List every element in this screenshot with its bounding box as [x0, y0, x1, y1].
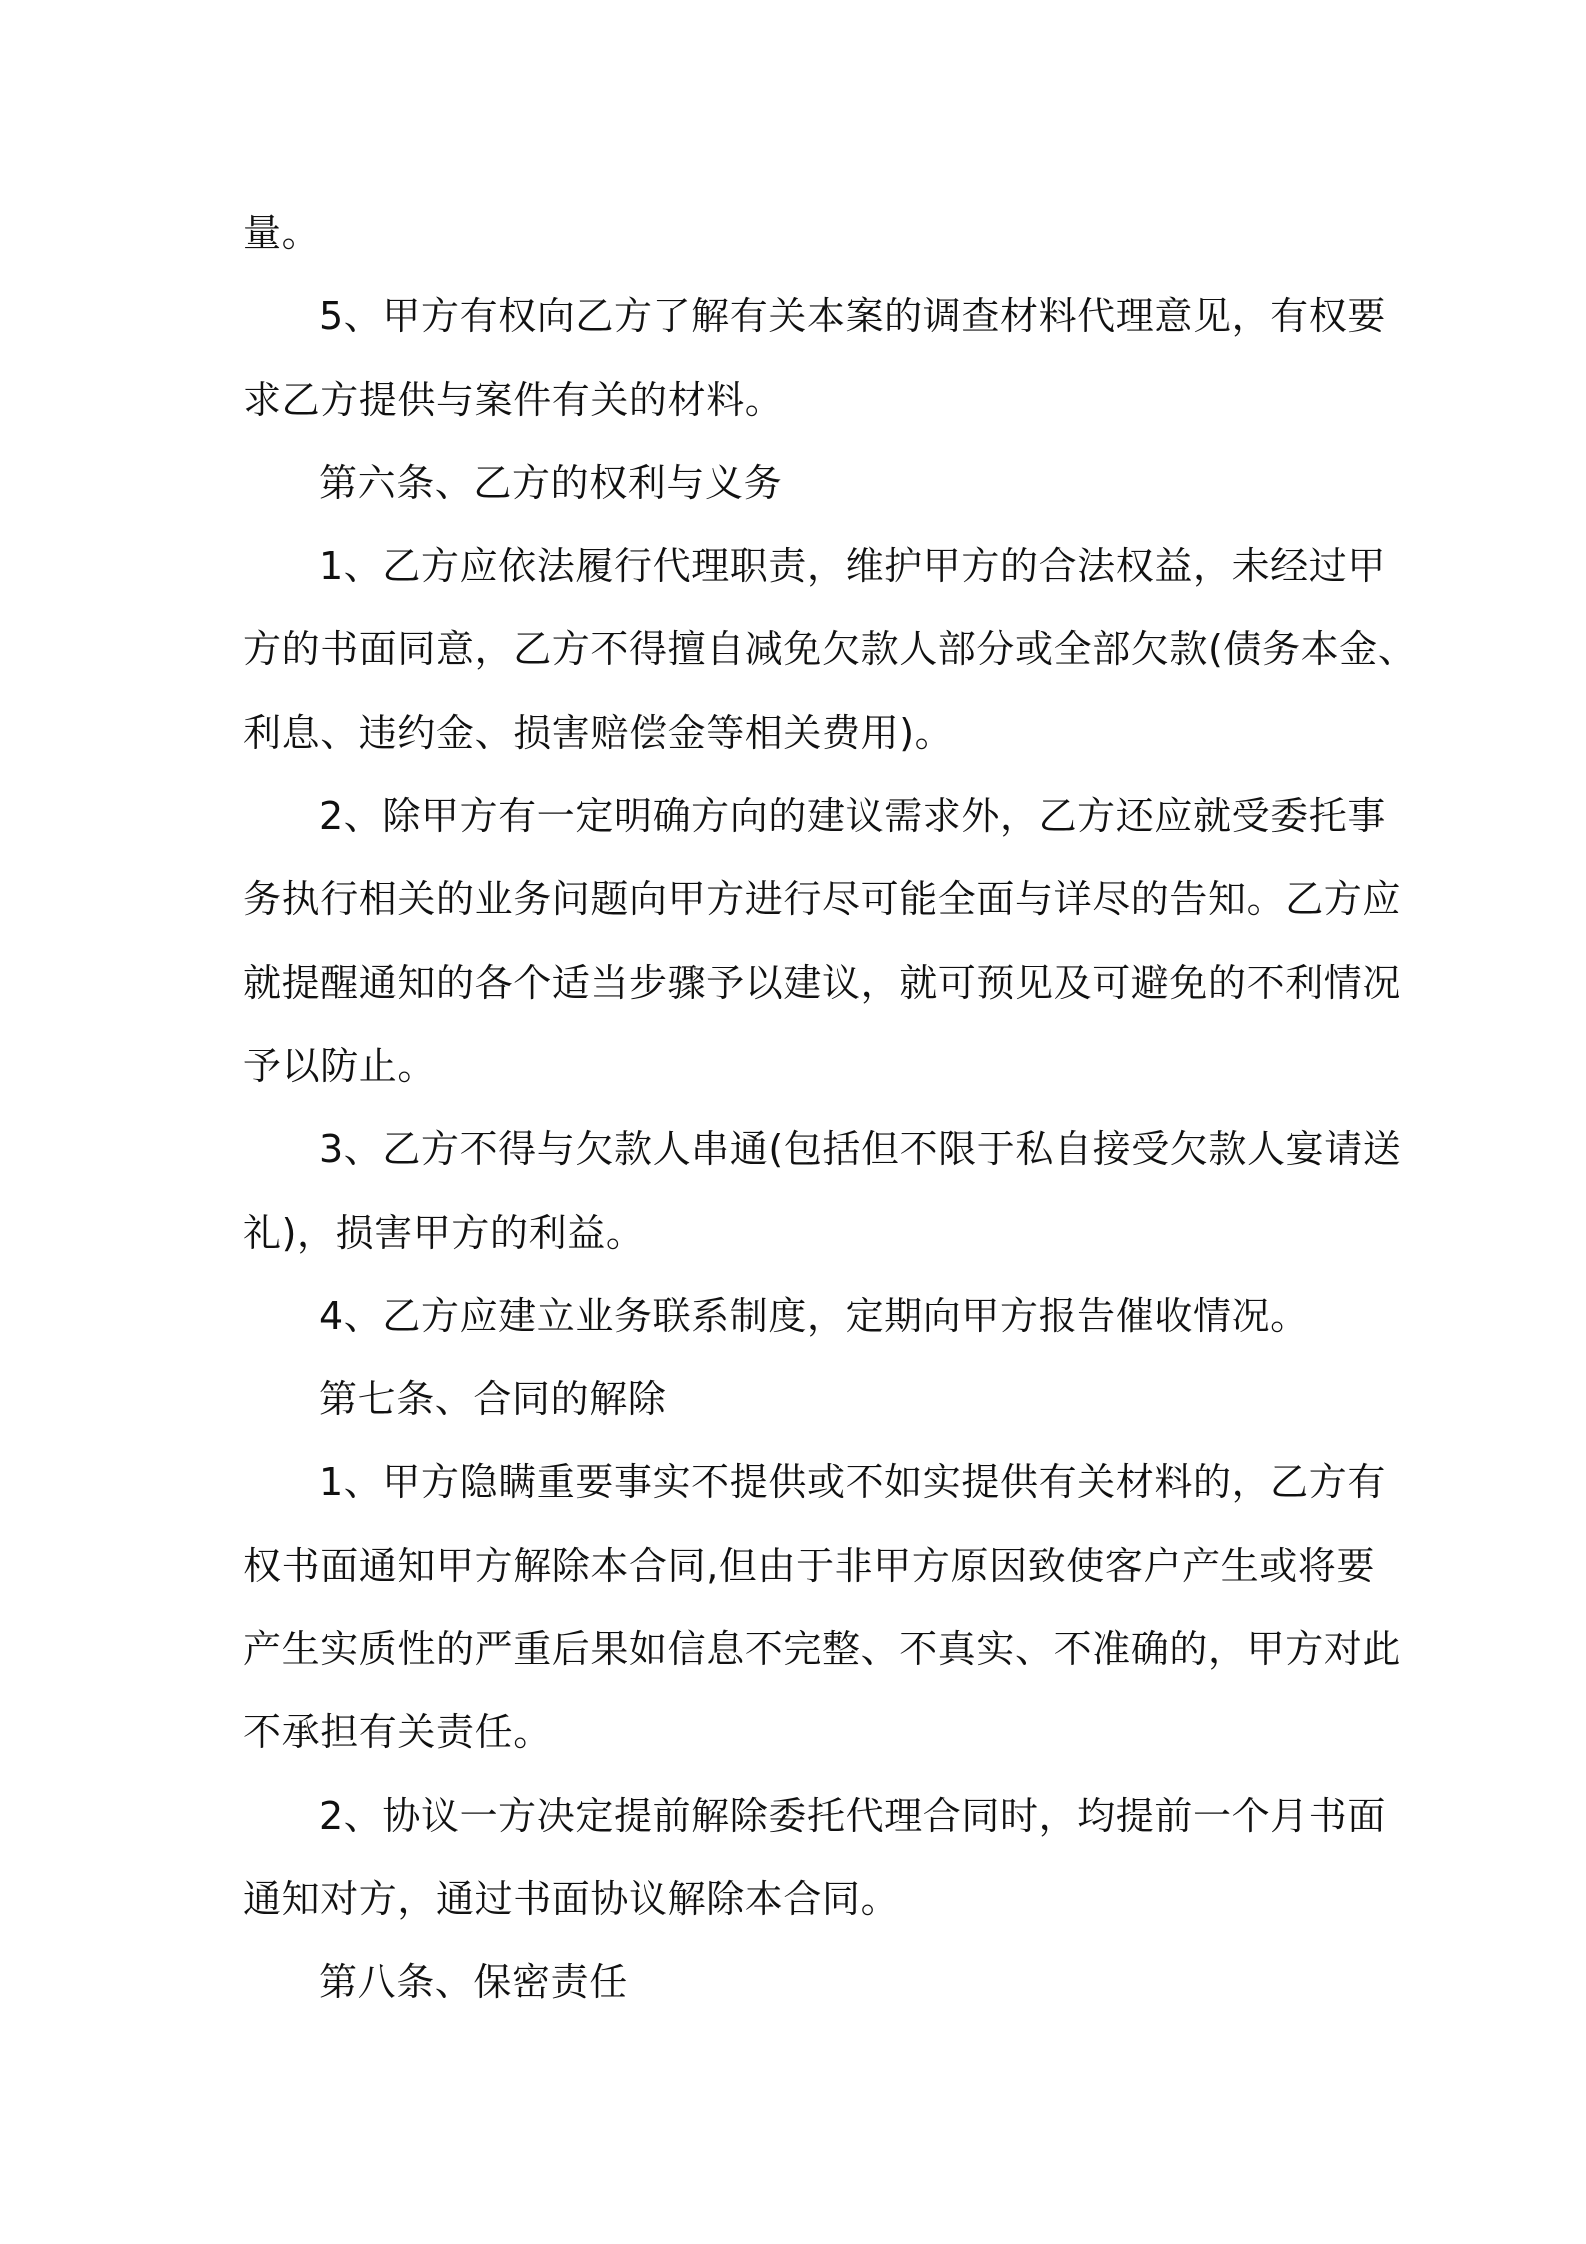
- text-line: 利息、违约金、损害赔偿金等相关费用)。: [243, 710, 954, 755]
- text-line: 礼)，损害甲方的利益。: [243, 1210, 645, 1255]
- text-line: 通知对方，通过书面协议解除本合同。: [243, 1876, 900, 1921]
- text-line: 5、甲方有权向乙方了解有关本案的调查材料代理意见，有权要: [319, 294, 1386, 339]
- text-line: 就提醒通知的各个适当步骤予以建议，就可预见及可避免的不利情况: [243, 960, 1402, 1005]
- text-line: 量。: [243, 211, 321, 255]
- text-line: 予以防止。: [243, 1043, 437, 1088]
- text-line: 2、协议一方决定提前解除委托代理合同时，均提前一个月书面: [319, 1793, 1386, 1838]
- text-line: 方的书面同意，乙方不得擅自减免欠款人部分或全部欠款(债务本金、: [243, 627, 1417, 672]
- text-line: 务执行相关的业务问题向甲方进行尽可能全面与详尽的告知。乙方应: [243, 877, 1402, 922]
- text-line: 2、除甲方有一定明确方向的建议需求外，乙方还应就受委托事: [319, 794, 1386, 839]
- text-line: 4、乙方应建立业务联系制度，定期向甲方报告催收情况。: [319, 1293, 1309, 1338]
- text-line: 3、乙方不得与欠款人串通(包括但不限于私自接受欠款人宴请送: [319, 1127, 1402, 1172]
- text-line: 不承担有关责任。: [243, 1710, 552, 1755]
- text-line: 产生实质性的严重后果如信息不完整、不真实、不准确的，甲方对此: [243, 1627, 1402, 1672]
- text-line: 第八条、保密责任: [319, 1960, 628, 2005]
- text-line: 第七条、合同的解除: [319, 1377, 667, 1422]
- text-line: 1、乙方应依法履行代理职责，维护甲方的合法权益，未经过甲: [319, 544, 1386, 589]
- text-line: 权书面通知甲方解除本合同,但由于非甲方原因致使客户产生或将要: [243, 1543, 1376, 1588]
- text-line: 求乙方提供与案件有关的材料。: [243, 377, 784, 422]
- text-line: 1、甲方隐瞒重要事实不提供或不如实提供有关材料的，乙方有: [319, 1460, 1386, 1505]
- text-line: 第六条、乙方的权利与义务: [319, 460, 783, 505]
- document-body: [243, 192, 1417, 2025]
